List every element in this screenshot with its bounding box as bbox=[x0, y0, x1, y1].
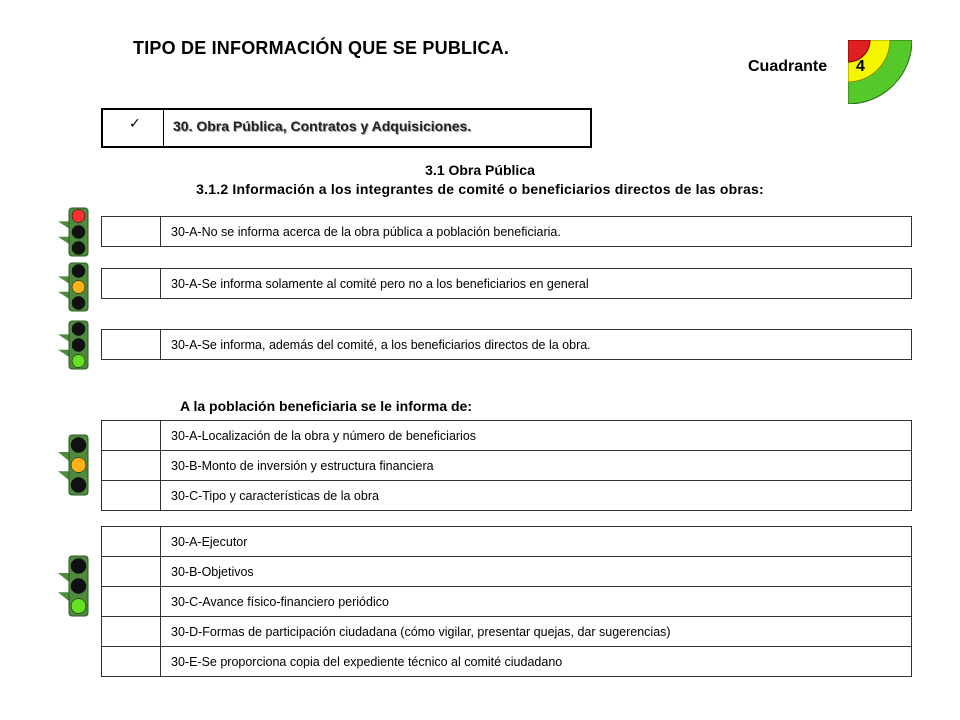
option-check-cell[interactable] bbox=[102, 647, 161, 677]
option-text: 30-C-Tipo y características de la obra bbox=[161, 481, 912, 511]
lamp-green bbox=[72, 242, 85, 255]
option-table-3 bbox=[101, 329, 912, 360]
lamp-green bbox=[71, 478, 86, 493]
table-row bbox=[102, 217, 912, 247]
visor-flap bbox=[58, 221, 69, 228]
lamp-red bbox=[72, 210, 85, 223]
subheading-obra-publica: 3.1 Obra Pública bbox=[425, 162, 535, 178]
table-row bbox=[102, 647, 912, 677]
option-table-2 bbox=[101, 268, 912, 299]
visor-flap bbox=[58, 276, 69, 283]
table-row bbox=[102, 481, 912, 511]
page-title: TIPO DE INFORMACIÓN QUE SE PUBLICA. bbox=[133, 38, 510, 58]
lamp-yellow bbox=[71, 579, 86, 594]
option-check-cell[interactable] bbox=[102, 421, 161, 451]
group-yellow-table bbox=[101, 420, 912, 511]
traffic-light-green-group-icon bbox=[56, 555, 90, 617]
visor-flap bbox=[58, 452, 69, 461]
option-text: 30-B-Objetivos bbox=[161, 557, 912, 587]
option-text: 30-A-Se informa solamente al comité pero no a los beneficiarios en general bbox=[161, 269, 912, 299]
option-text: 30-A-Localización de la obra y número de beneficiarios bbox=[161, 421, 912, 451]
lamp-yellow bbox=[72, 226, 85, 239]
traffic-light-yellow-icon bbox=[56, 262, 90, 312]
table-row bbox=[102, 269, 912, 299]
lamp-yellow bbox=[71, 458, 86, 473]
option-check-cell[interactable] bbox=[102, 481, 161, 511]
option-check-cell[interactable] bbox=[102, 330, 161, 360]
table-row bbox=[102, 557, 912, 587]
option-check-cell[interactable] bbox=[102, 451, 161, 481]
group-green-table bbox=[101, 526, 912, 677]
lamp-green bbox=[72, 355, 85, 368]
option-check-cell[interactable] bbox=[102, 557, 161, 587]
lamp-red bbox=[72, 265, 85, 278]
visor-flap bbox=[58, 292, 69, 299]
option-text: 30-C-Avance físico-financiero periódico bbox=[161, 587, 912, 617]
subheading-informacion: 3.1.2 Información a los integrantes de comité o beneficiarios directos de las obras: bbox=[196, 181, 764, 197]
option-text: 30-A-Ejecutor bbox=[161, 527, 912, 557]
option-text: 30-D-Formas de participación ciudadana (cómo vigilar, presentar quejas, dar sugerencias) bbox=[161, 617, 912, 647]
lamp-red bbox=[72, 323, 85, 336]
visor-flap bbox=[58, 573, 69, 582]
table-row bbox=[102, 451, 912, 481]
poblacion-heading: A la población beneficiaria se le informa de: bbox=[180, 398, 473, 414]
traffic-light-yellow-group-icon bbox=[56, 434, 90, 496]
table-row bbox=[102, 330, 912, 360]
table-row bbox=[102, 421, 912, 451]
option-check-cell[interactable] bbox=[102, 587, 161, 617]
visor-flap bbox=[58, 471, 69, 480]
visor-flap bbox=[58, 334, 69, 341]
table-row bbox=[102, 617, 912, 647]
lamp-green bbox=[71, 599, 86, 614]
option-check-cell[interactable] bbox=[102, 217, 161, 247]
lamp-red bbox=[71, 559, 86, 574]
option-text: 30-A-Se informa, además del comité, a los beneficiarios directos de la obra. bbox=[161, 330, 912, 360]
section-box bbox=[101, 108, 592, 148]
section-label: 30. Obra Pública, Contratos y Adquisiciones. bbox=[173, 118, 472, 134]
lamp-green bbox=[72, 297, 85, 310]
traffic-light-green-icon bbox=[56, 320, 90, 370]
lamp-red bbox=[71, 438, 86, 453]
traffic-light-red-icon bbox=[56, 207, 90, 257]
check-icon: ✓ bbox=[129, 115, 141, 131]
cuadrante-number: 4 bbox=[856, 58, 865, 75]
section-check-cell bbox=[103, 110, 164, 146]
option-check-cell[interactable] bbox=[102, 617, 161, 647]
table-row bbox=[102, 587, 912, 617]
option-text: 30-B-Monto de inversión y estructura financiera bbox=[161, 451, 912, 481]
table-row bbox=[102, 527, 912, 557]
option-table-1 bbox=[101, 216, 912, 247]
lamp-yellow bbox=[72, 281, 85, 294]
visor-flap bbox=[58, 237, 69, 244]
option-check-cell[interactable] bbox=[102, 269, 161, 299]
option-text: 30-E-Se proporciona copia del expediente técnico al comité ciudadano bbox=[161, 647, 912, 677]
option-text: 30-A-No se informa acerca de la obra pública a población beneficiaria. bbox=[161, 217, 912, 247]
visor-flap bbox=[58, 350, 69, 357]
lamp-yellow bbox=[72, 339, 85, 352]
option-check-cell[interactable] bbox=[102, 527, 161, 557]
visor-flap bbox=[58, 592, 69, 601]
cuadrante-label: Cuadrante bbox=[748, 58, 828, 75]
